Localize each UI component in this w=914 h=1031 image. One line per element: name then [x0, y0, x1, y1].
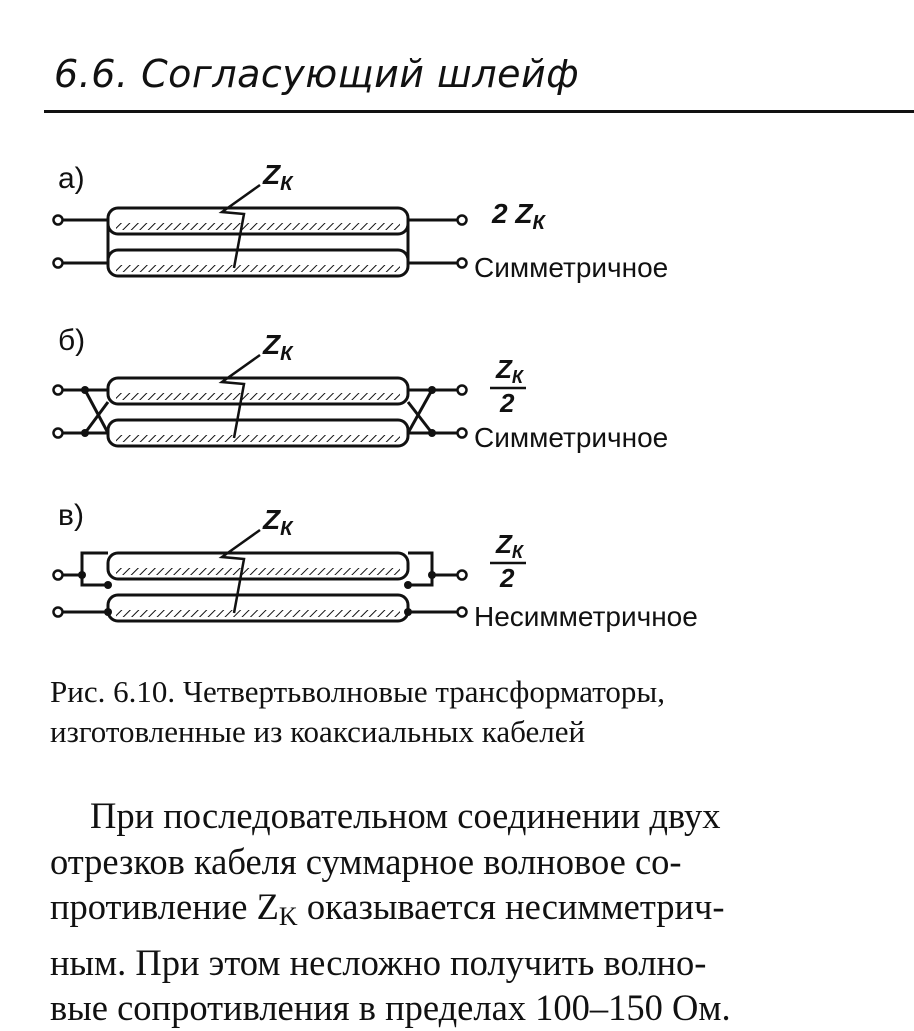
shield-bracket	[408, 553, 432, 585]
terminal	[458, 216, 467, 225]
body-line-3	[50, 884, 890, 940]
panel-c-impedance: $Z_К$	[263, 504, 293, 540]
panel-b-impedance: $Z_К$	[263, 329, 293, 365]
terminal	[458, 386, 467, 395]
coax-cable-2	[108, 250, 408, 276]
terminal	[54, 386, 63, 395]
panel-b-letter: б)	[58, 324, 86, 357]
terminal	[458, 429, 467, 438]
cable-shield-hatch	[116, 393, 400, 400]
panel-a-output-type: Симметричное	[474, 252, 669, 283]
coax-cable-1	[108, 208, 408, 234]
body-line-1: При последовательном соединении двух	[90, 795, 721, 836]
panel-c-letter: в)	[58, 499, 84, 532]
panel-a	[54, 159, 669, 283]
terminal	[54, 608, 63, 617]
body-line-2: отрезков кабеля суммарное волновое со-	[50, 840, 682, 882]
coax-cable-1	[108, 553, 408, 579]
coax-transformer-diagram	[0, 140, 914, 660]
section-title: 6.6. Согласующий шлейф	[54, 52, 580, 96]
body-line-4: ным. При этом несложно получить волно-	[50, 941, 707, 983]
panel-c-output-type: Несимметричное	[474, 601, 698, 632]
terminal	[458, 608, 467, 617]
caption-line-2: изготовленные из коаксиальных кабелей	[50, 714, 586, 749]
panel-a-output-impedance: 2 $Z_К$	[492, 198, 545, 234]
panel-c	[54, 499, 698, 632]
cable-shield-hatch	[116, 435, 400, 442]
terminal	[54, 216, 63, 225]
terminal	[54, 259, 63, 268]
panel-b-output-type: Симметричное	[474, 422, 669, 453]
subscript-k: K	[278, 902, 298, 931]
panel-b-output-denominator: 2	[500, 388, 515, 418]
terminal	[458, 571, 467, 580]
terminal	[458, 259, 467, 268]
body-line-3-text: противление $Z_K$ оказывается несимметрич-	[50, 886, 725, 931]
panel-b	[54, 324, 669, 453]
coax-cable-2	[108, 420, 408, 446]
terminal	[54, 429, 63, 438]
panel-a-letter: а)	[58, 162, 85, 195]
body-paragraph	[50, 793, 890, 1031]
panel-c-output-numerator: ZК	[496, 529, 523, 562]
cable-shield-hatch	[116, 223, 400, 230]
header-rule	[44, 110, 914, 113]
terminal	[54, 571, 63, 580]
body-line-5: вые сопротивления в пределах 100–150 Ом.	[50, 987, 731, 1028]
shield-bracket	[82, 553, 108, 585]
coax-cable-2	[108, 595, 408, 621]
panel-a-impedance: $Z_К$	[263, 159, 293, 195]
cable-shield-hatch	[116, 610, 400, 617]
caption-line-1: Рис. 6.10. Четвертьволновые трансформаторы,	[50, 674, 665, 709]
panel-b-output-numerator: ZК	[496, 354, 523, 387]
figure-caption	[50, 672, 890, 752]
coax-cable-1	[108, 378, 408, 404]
cable-shield-hatch	[116, 265, 400, 272]
panel-c-output-denominator: 2	[500, 563, 515, 593]
cable-shield-hatch	[116, 568, 400, 575]
